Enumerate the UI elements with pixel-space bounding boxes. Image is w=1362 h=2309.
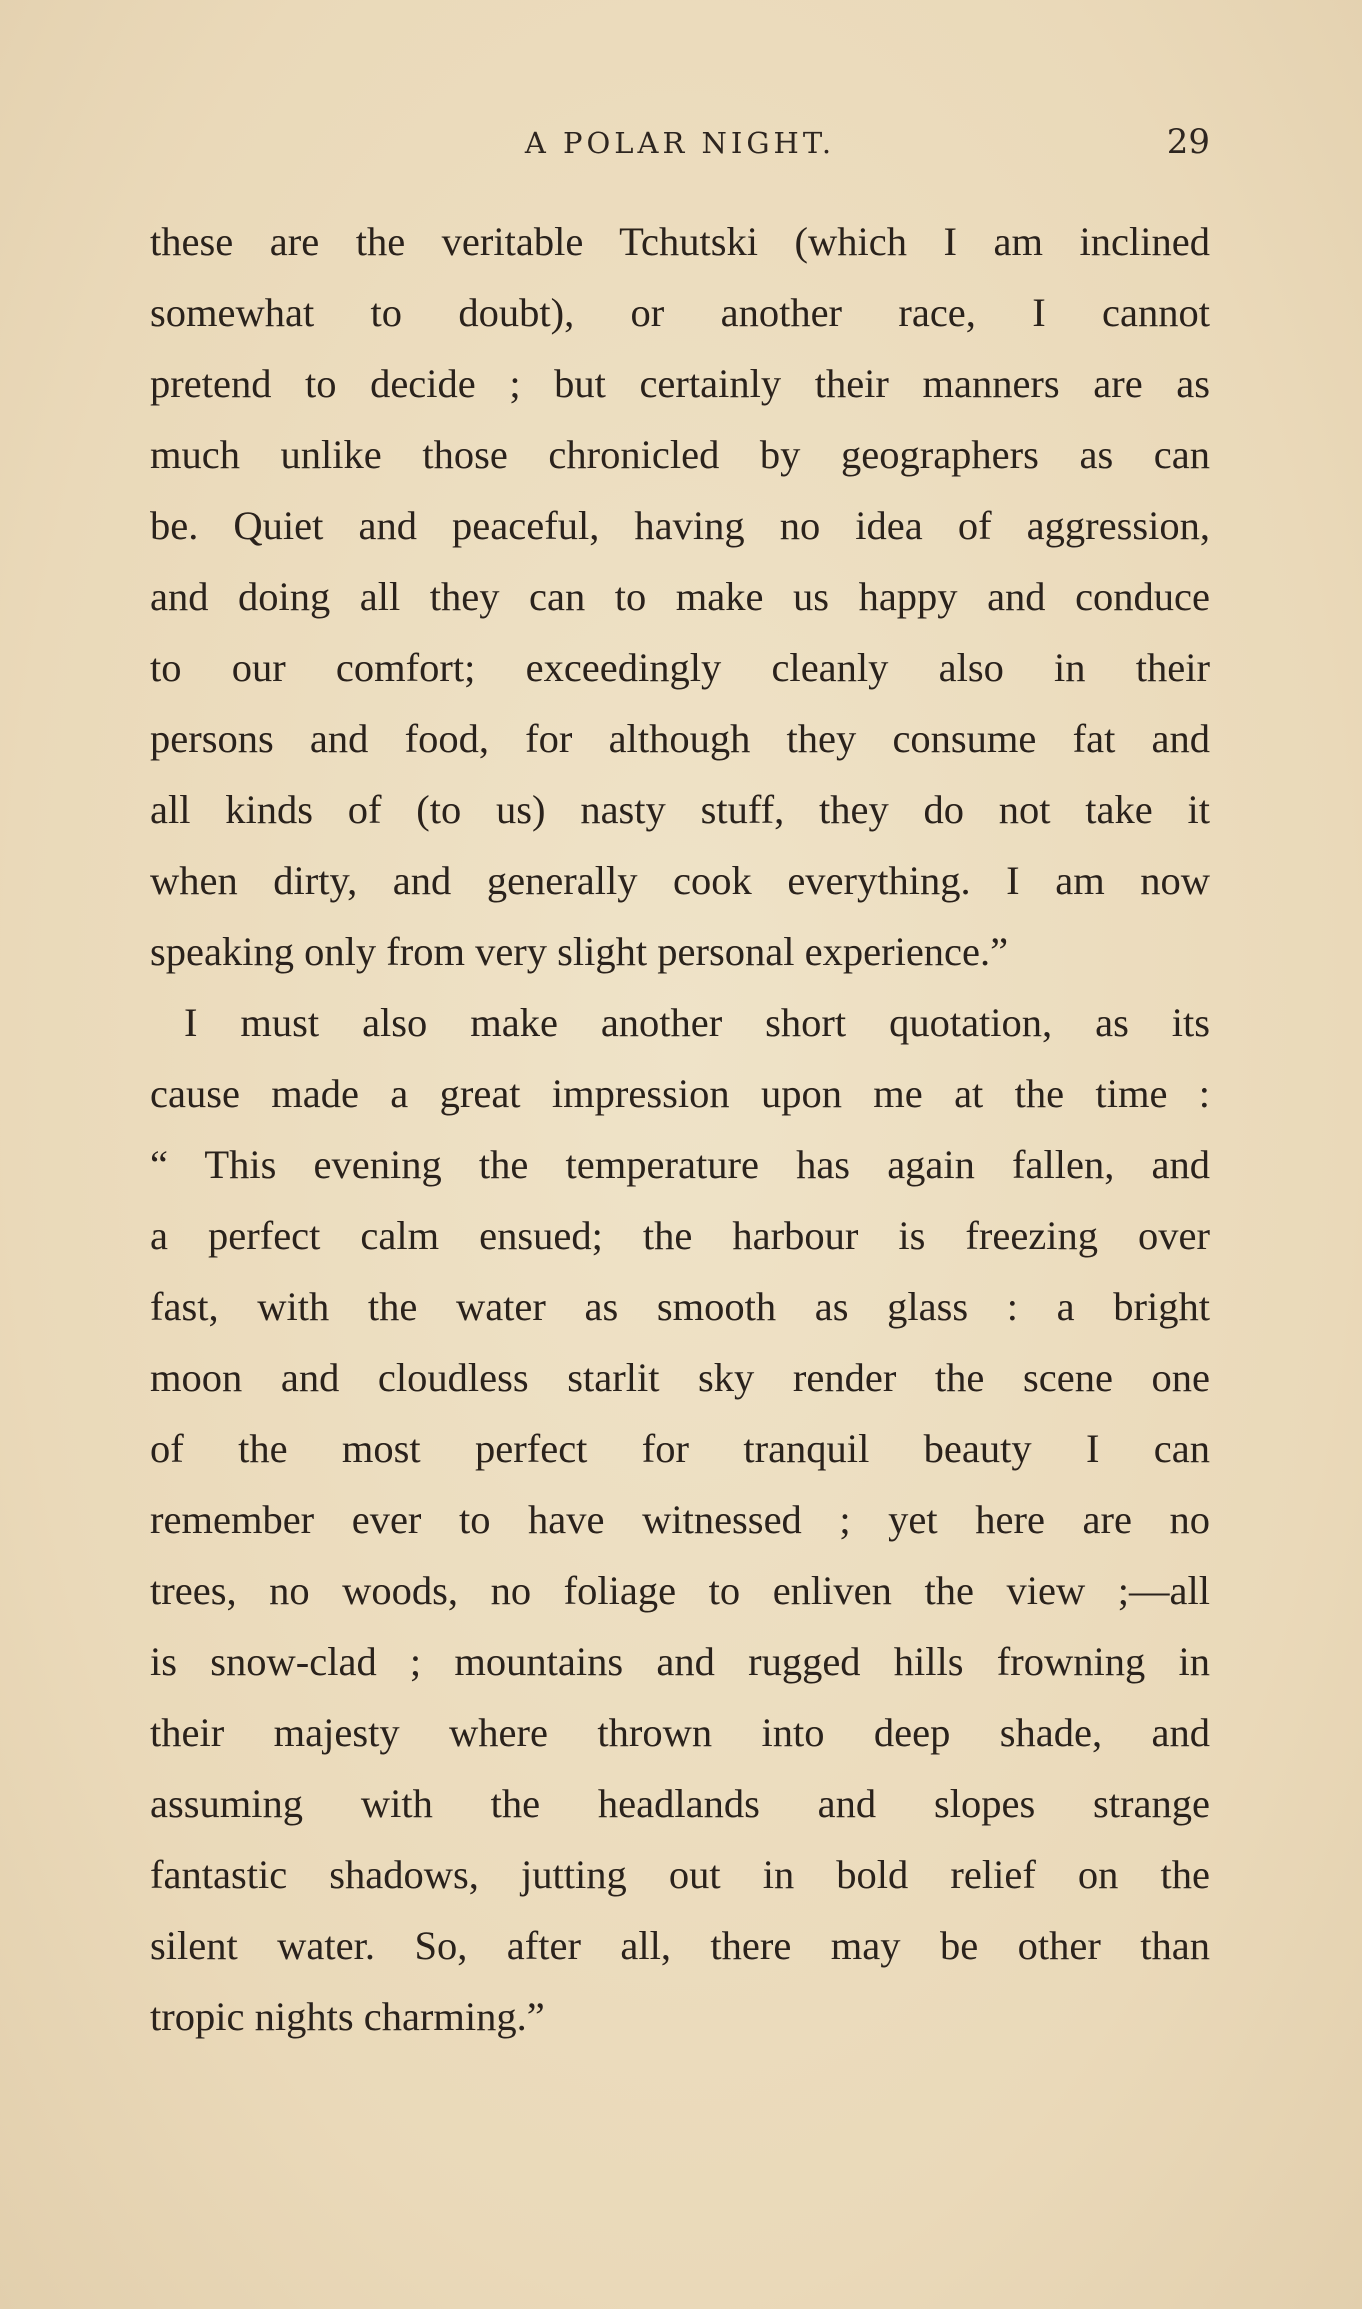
running-title: A POLAR NIGHT. [524,126,836,160]
text-line: persons and food, for although they consume fat and [150,716,1210,761]
text-line: be. Quiet and peaceful, having no idea of aggression, [150,503,1210,548]
text-line: speaking only from very slight personal experience.” [150,929,1009,974]
text-line: all kinds of (to us) nasty stuff, they do not take it [150,787,1210,832]
text-line: these are the veritable Tchutski (which I am inclined [150,219,1210,264]
text-line: trees, no woods, no foliage to enliven the view ;—all [150,1568,1210,1613]
text-line: fantastic shadows, jutting out in bold relief on the [150,1852,1210,1897]
text-line: tropic nights charming.” [150,1994,545,2039]
page-number: 29 [1166,122,1210,162]
body-text [150,206,1210,2052]
text-line: is snow-clad ; mountains and rugged hills frowning in [150,1639,1210,1684]
text-line: and doing all they can to make us happy and conduce [150,574,1210,619]
text-line: “ This evening the temperature has again fallen, and [150,1142,1210,1187]
text-line: I must also make another short quotation, as its [184,1000,1210,1045]
text-line: fast, with the water as smooth as glass : a bright [150,1284,1210,1329]
text-line: cause made a great impression upon me at the time : [150,1071,1210,1116]
running-head [150,122,1210,166]
text-line: moon and cloudless starlit sky render the scene one [150,1355,1210,1400]
text-line: to our comfort; exceedingly cleanly also in their [150,645,1210,690]
text-line: when dirty, and generally cook everything. I am now [150,858,1210,903]
text-line: assuming with the headlands and slopes strange [150,1781,1210,1826]
text-line: somewhat to doubt), or another race, I cannot [150,290,1210,335]
text-line: silent water. So, after all, there may be other than [150,1923,1210,1968]
text-line: much unlike those chronicled by geographers as can [150,432,1210,477]
text-line: their majesty where thrown into deep shade, and [150,1710,1210,1755]
text-line: remember ever to have witnessed ; yet here are no [150,1497,1210,1542]
text-line: pretend to decide ; but certainly their manners are as [150,361,1210,406]
text-line: of the most perfect for tranquil beauty I can [150,1426,1210,1471]
text-line: a perfect calm ensued; the harbour is freezing over [150,1213,1210,1258]
